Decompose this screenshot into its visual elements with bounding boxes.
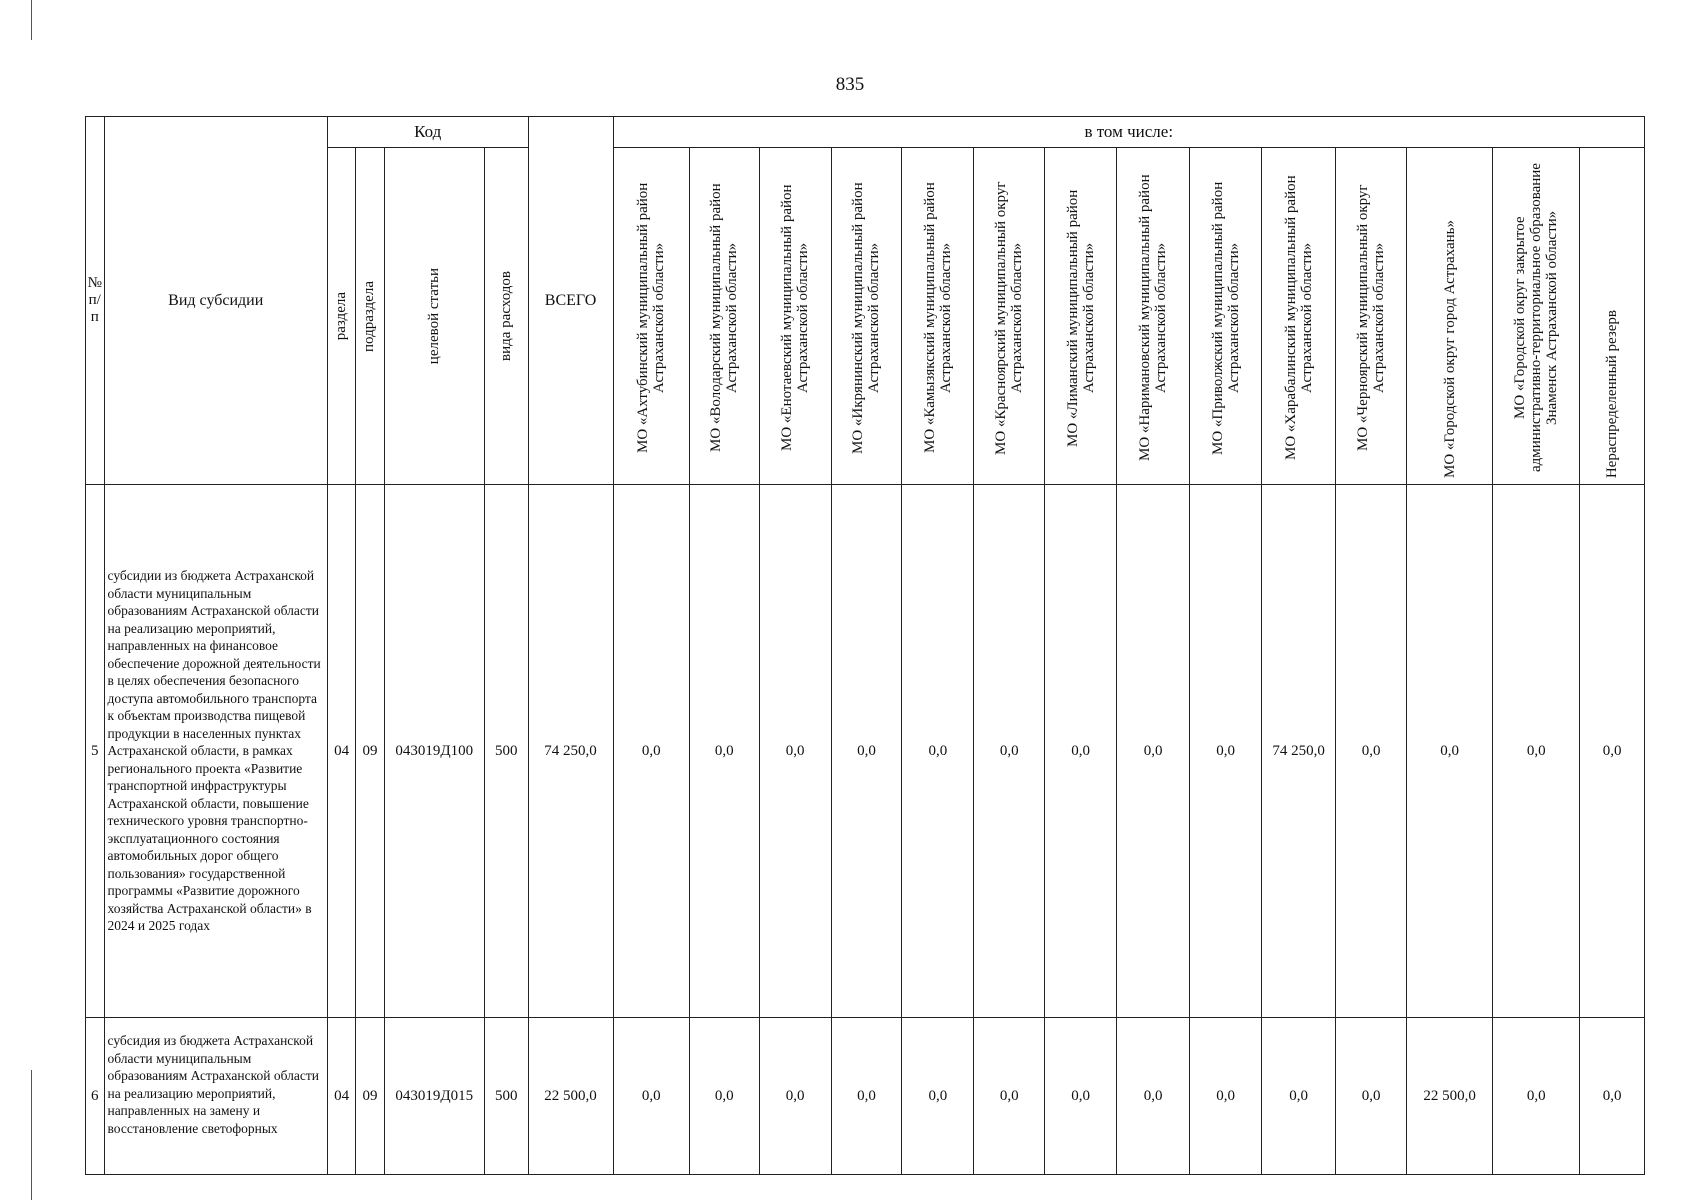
left-margin-line xyxy=(31,1070,32,1200)
row-section: 04 xyxy=(327,485,355,1018)
row-target-item: 043019Д100 xyxy=(384,485,484,1018)
page-number: 835 xyxy=(835,74,865,95)
header-municipality: МО «Городской округ закрытое административно-территориальное образование Знаменск Астраханской области» xyxy=(1493,148,1580,485)
row-value: 0,0 xyxy=(1407,485,1493,1018)
row-total: 22 500,0 xyxy=(528,1018,613,1175)
header-municipality: МО «Харабалинский муниципальный район Астраханской области» xyxy=(1262,148,1336,485)
row-value: 0,0 xyxy=(1117,1018,1190,1175)
table-row xyxy=(86,485,1645,1018)
header-code: Код xyxy=(327,117,528,148)
row-num: 5 xyxy=(86,485,105,1018)
row-value: 0,0 xyxy=(1045,485,1117,1018)
header-num: № п/п xyxy=(86,117,105,485)
header-municipality: МО «Наримановский муниципальный район Астраханской области» xyxy=(1117,148,1190,485)
row-value: 0,0 xyxy=(1493,1018,1580,1175)
header-municipality: МО «Приволжский муниципальный район Астраханской области» xyxy=(1190,148,1262,485)
header-municipality: МО «Камызякский муниципальный район Астраханской области» xyxy=(902,148,974,485)
row-value: 0,0 xyxy=(689,1018,759,1175)
row-target-item: 043019Д015 xyxy=(384,1018,484,1175)
row-value: 74 250,0 xyxy=(1262,485,1336,1018)
row-subsection: 09 xyxy=(356,1018,384,1175)
header-subsidy-type: Вид субсидии xyxy=(104,117,327,485)
table-row xyxy=(86,1018,1645,1175)
row-value: 0,0 xyxy=(1336,485,1407,1018)
header-target-item: целевой статьи xyxy=(384,148,484,485)
row-value: 0,0 xyxy=(1580,485,1645,1018)
row-value: 0,0 xyxy=(689,485,759,1018)
row-value: 0,0 xyxy=(1580,1018,1645,1175)
row-expense-type: 500 xyxy=(484,1018,528,1175)
row-value: 0,0 xyxy=(759,485,831,1018)
header-subsection: подраздела xyxy=(356,148,384,485)
header-municipality: МО «Черноярский муниципальный округ Астраханской области» xyxy=(1336,148,1407,485)
left-margin-line xyxy=(31,0,32,40)
row-total: 74 250,0 xyxy=(528,485,613,1018)
row-value: 0,0 xyxy=(1262,1018,1336,1175)
row-subsection: 09 xyxy=(356,485,384,1018)
row-value: 0,0 xyxy=(1493,485,1580,1018)
header-total: ВСЕГО xyxy=(528,117,613,485)
header-municipality: МО «Енотаевский муниципальный район Астраханской области» xyxy=(759,148,831,485)
header-section: раздела xyxy=(327,148,355,485)
header-municipality: МО «Красноярский муниципальный округ Астраханской области» xyxy=(974,148,1045,485)
header-expense-type: вида расходов xyxy=(484,148,528,485)
row-value: 0,0 xyxy=(831,1018,902,1175)
row-value: 0,0 xyxy=(902,485,974,1018)
row-value: 22 500,0 xyxy=(1407,1018,1493,1175)
row-num: 6 xyxy=(86,1018,105,1175)
row-value: 0,0 xyxy=(1336,1018,1407,1175)
header-municipality: МО «Лиманский муниципальный район Астраханской области» xyxy=(1045,148,1117,485)
row-value: 0,0 xyxy=(1190,485,1262,1018)
row-value: 0,0 xyxy=(974,485,1045,1018)
header-municipality: МО «Володарский муниципальный район Астраханской области» xyxy=(689,148,759,485)
row-value: 0,0 xyxy=(613,485,689,1018)
row-value: 0,0 xyxy=(831,485,902,1018)
row-value: 0,0 xyxy=(759,1018,831,1175)
row-expense-type: 500 xyxy=(484,485,528,1018)
row-value: 0,0 xyxy=(1045,1018,1117,1175)
header-municipality: МО «Городской округ город Астрахань» xyxy=(1407,148,1493,485)
row-value: 0,0 xyxy=(1190,1018,1262,1175)
row-value: 0,0 xyxy=(974,1018,1045,1175)
header-unallocated-reserve: Нераспределенный резерв xyxy=(1580,148,1645,485)
row-section: 04 xyxy=(327,1018,355,1175)
row-description: субсидии из бюджета Астраханской области муниципальным образованиям Астраханской области на реализацию мероприятий, направленных на финансовое обеспечение дорожной деятельности в целях обеспечения безопасного доступа автомобильного транспорта к объектам производства пищевой продукции в населенных пунктах Астраханской области, в рамках регионального проекта «Развитие транспортной инфраструктуры Астраханской области, повышение технического уровня транспортно-эксплуатационного состояния автомобильных дорог общего пользования» государственной программы «Развитие дорожного хозяйства Астраханской области» в 2024 и 2025 годах xyxy=(104,485,327,1018)
row-value: 0,0 xyxy=(613,1018,689,1175)
header-municipality: МО «Ахтубинский муниципальный район Астраханской области» xyxy=(613,148,689,485)
header-including: в том числе: xyxy=(613,117,1644,148)
row-value: 0,0 xyxy=(902,1018,974,1175)
row-description: субсидия из бюджета Астраханской области муниципальным образованиям Астраханской области на реализацию мероприятий, направленных на замену и восстановление светофорных xyxy=(104,1018,327,1175)
header-row-top xyxy=(86,117,1645,148)
header-municipality: МО «Икрянинский муниципальный район Астраханской области» xyxy=(831,148,902,485)
subsidy-table xyxy=(85,116,1645,1175)
row-value: 0,0 xyxy=(1117,485,1190,1018)
